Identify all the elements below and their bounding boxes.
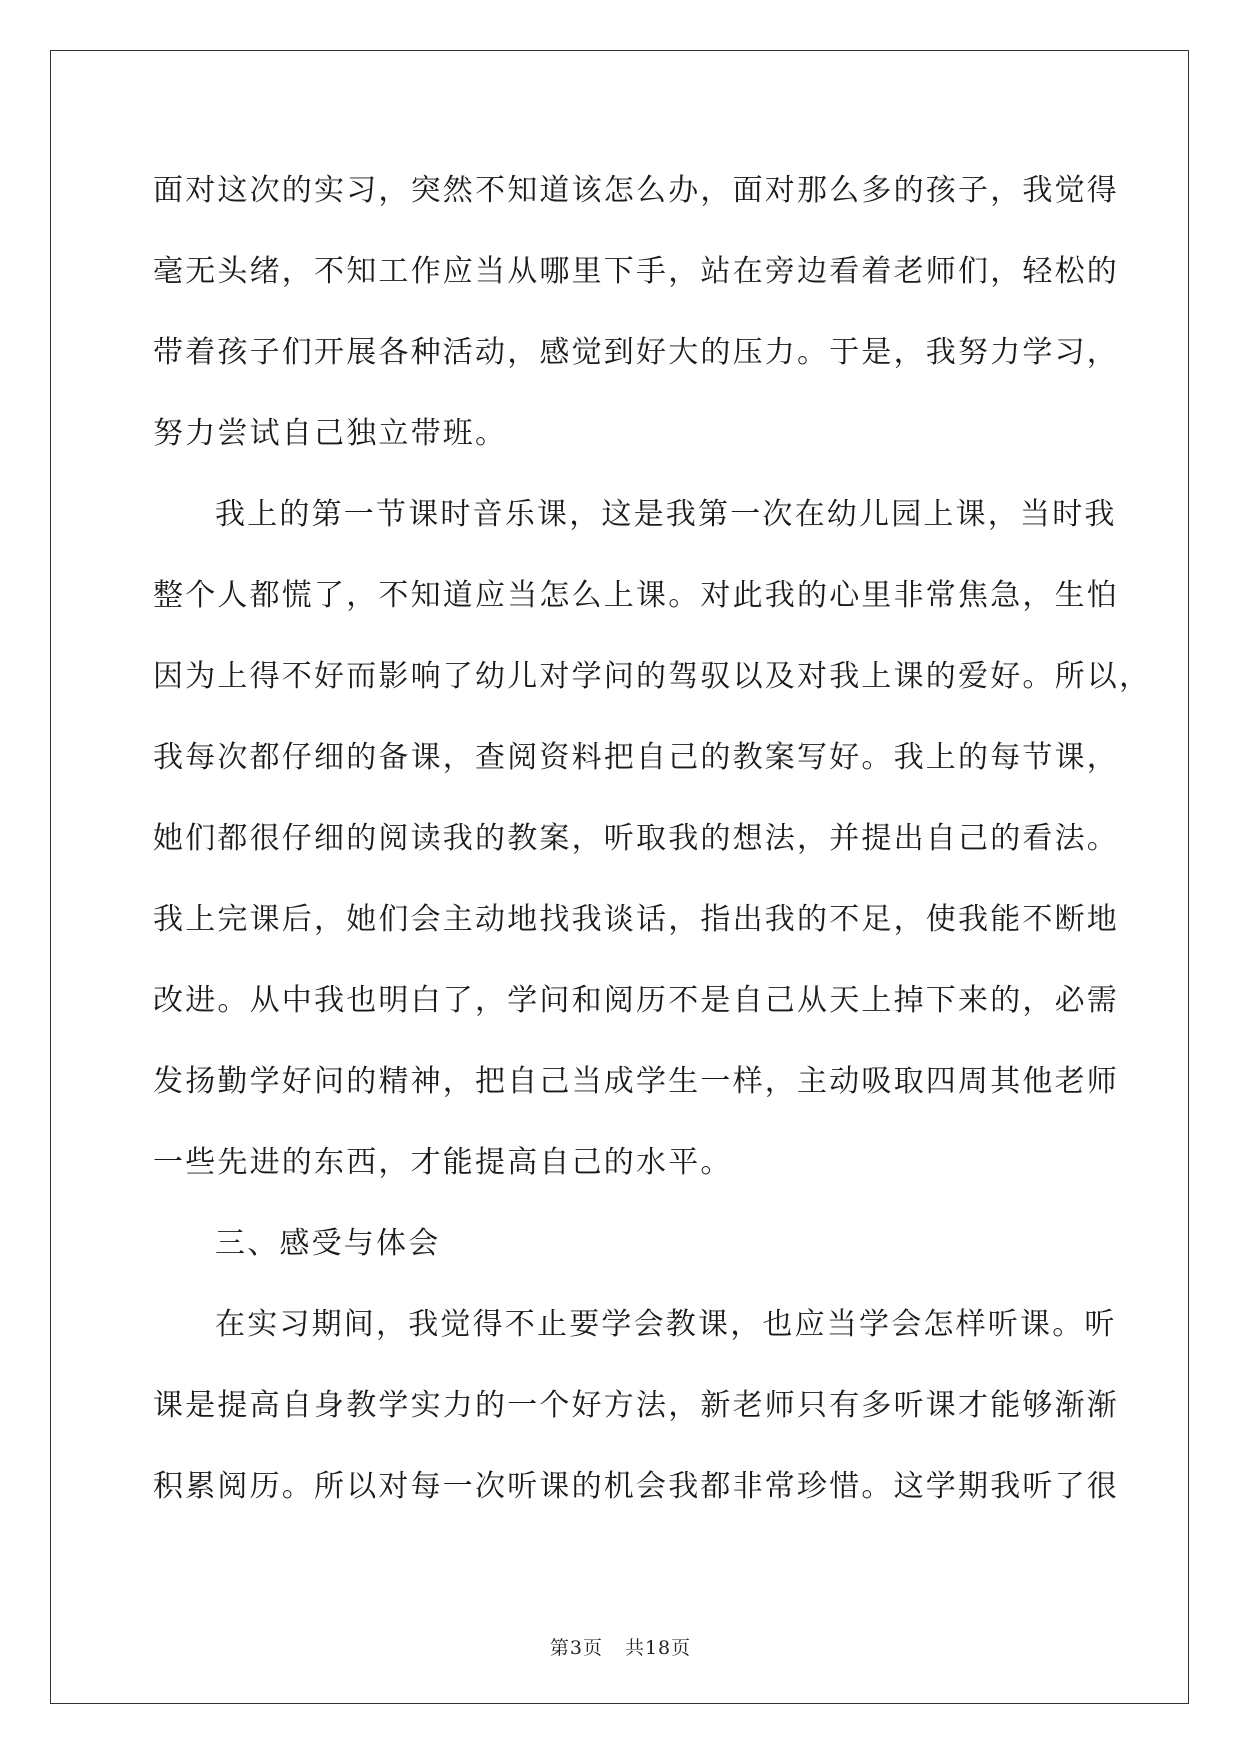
text-line: 我每次都仔细的备课，查阅资料把自己的教案写好。我上的每节课， xyxy=(153,740,1119,775)
text-line: 在实习期间，我觉得不止要学会教课，也应当学会怎样听课。听 xyxy=(215,1307,1117,1342)
page-total: 共18页 xyxy=(624,1637,692,1659)
page-number: 第3页 xyxy=(549,1637,603,1659)
text-line: 她们都很仔细的阅读我的教案，听取我的想法，并提出自己的看法。 xyxy=(153,821,1119,856)
text-line: 一些先进的东西，才能提高自己的水平。 xyxy=(153,1145,733,1180)
text-line: 课是提高自身教学实力的一个好方法，新老师只有多听课才能够渐渐 xyxy=(153,1388,1119,1423)
document-body xyxy=(153,162,1152,1539)
text-line: 改进。从中我也明白了，学问和阅历不是自己从天上掉下来的，必需 xyxy=(153,983,1119,1018)
text-line: 发扬勤学好问的精神，把自己当成学生一样，主动吸取四周其他老师 xyxy=(153,1064,1119,1099)
page-footer xyxy=(0,1633,1241,1660)
text-line: 整个人都慌了，不知道应当怎么上课。对此我的心里非常焦急，生怕 xyxy=(153,578,1119,613)
text-line: 我上的第一节课时音乐课，这是我第一次在幼儿园上课，当时我 xyxy=(215,497,1117,532)
section-heading: 三、感受与体会 xyxy=(215,1226,441,1261)
text-line: 因为上得不好而影响了幼儿对学问的驾驭以及对我上课的爱好。所以， xyxy=(153,659,1152,694)
text-line: 毫无头绪，不知工作应当从哪里下手，站在旁边看着老师们，轻松的 xyxy=(153,254,1119,289)
text-line: 面对这次的实习，突然不知道该怎么办，面对那么多的孩子，我觉得 xyxy=(153,173,1119,208)
text-line: 努力尝试自己独立带班。 xyxy=(153,416,508,451)
text-line: 我上完课后，她们会主动地找我谈话，指出我的不足，使我能不断地 xyxy=(153,902,1119,937)
text-line: 带着孩子们开展各种活动，感觉到好大的压力。于是，我努力学习， xyxy=(153,335,1119,370)
text-line: 积累阅历。所以对每一次听课的机会我都非常珍惜。这学期我听了很 xyxy=(153,1469,1119,1504)
